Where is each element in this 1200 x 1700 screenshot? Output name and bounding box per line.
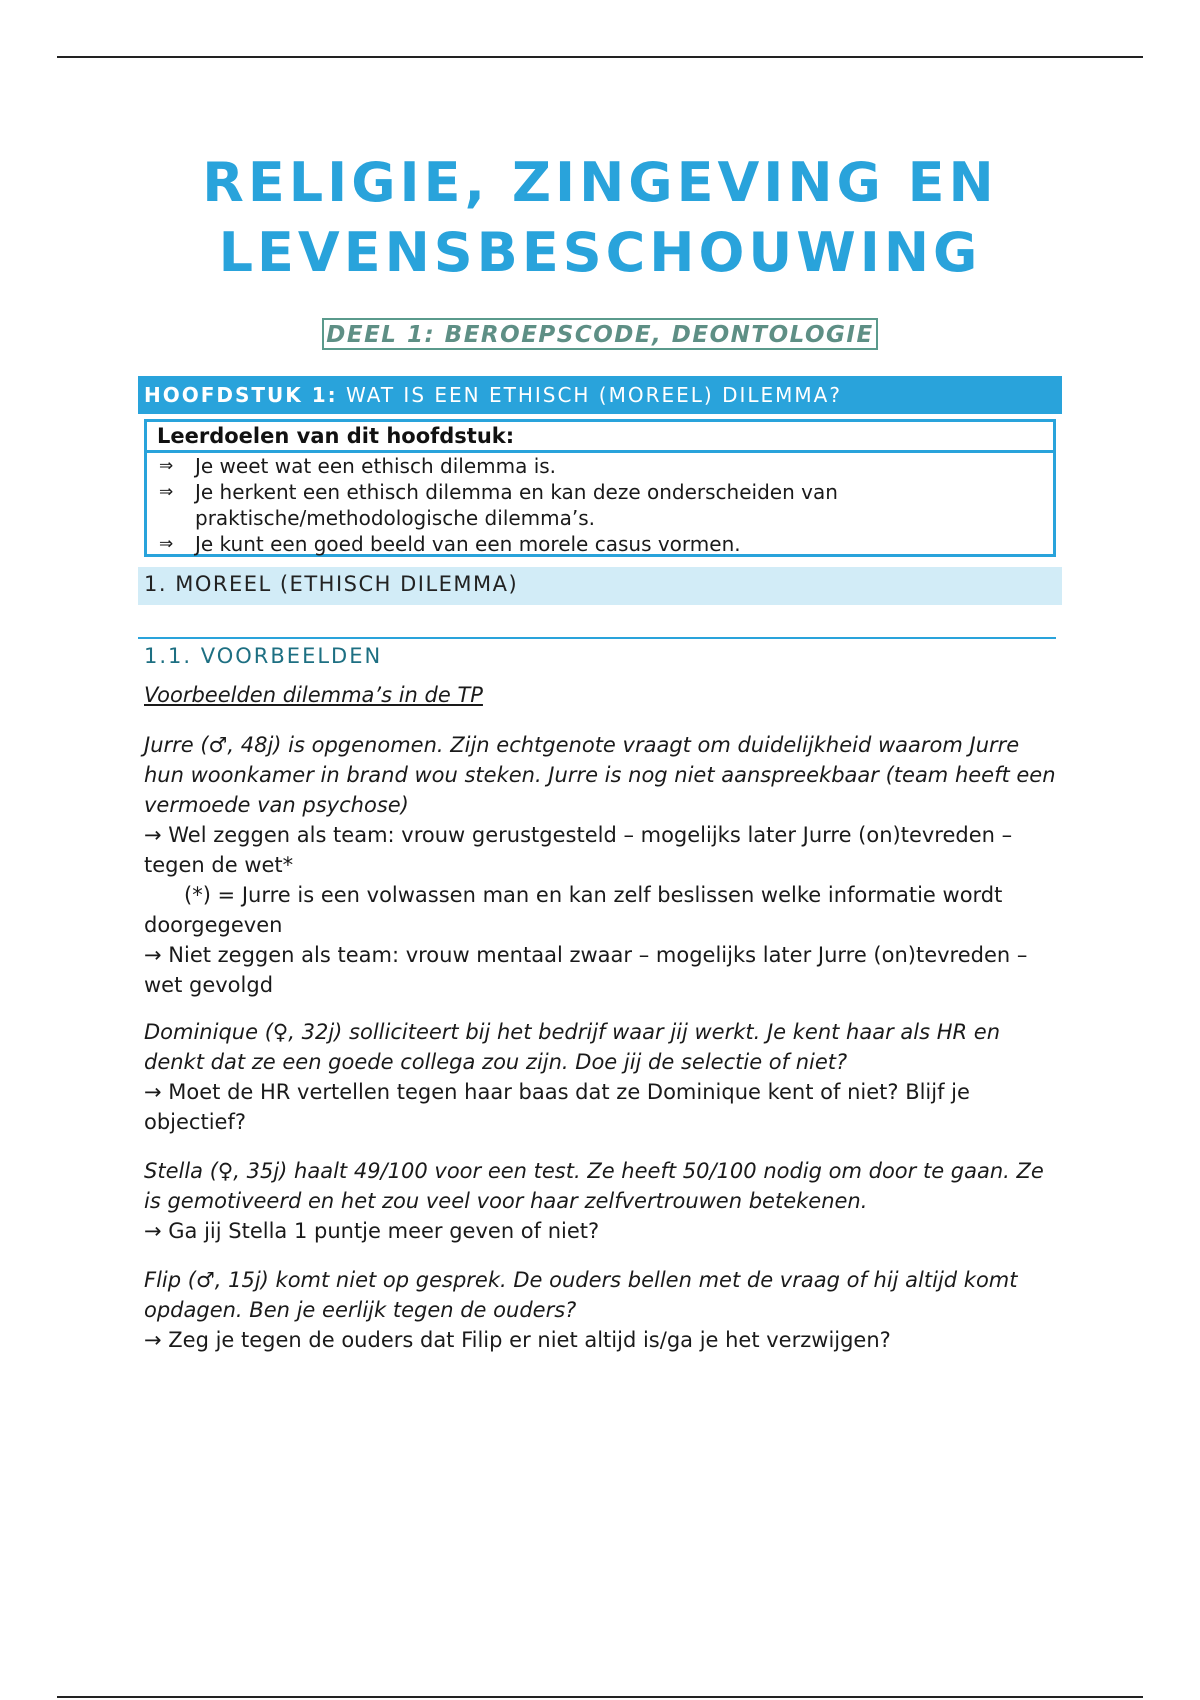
case-option: → Wel zeggen als team: vrouw gerustgesteld – mogelijks later Jurre (on)tevreden – tegen de wet* [144, 823, 1013, 877]
chapter-title: WAT IS EEN ETHISCH (MOREEL) DILEMMA? [346, 383, 842, 407]
case-story: Stella (♀, 35j) haalt 49/100 voor een test. Ze heeft 50/100 nodig om door te gaan. Ze is gemotiveerd en het zou veel voor haar zelfvertrouwen betekenen. [144, 1159, 1044, 1213]
case-note: (*) = Jurre is een volwassen man en kan zelf beslissen welke informatie wordt [184, 883, 1003, 907]
chapter-heading [138, 376, 1062, 414]
case-option: → Niet zeggen als team: vrouw mentaal zwaar – mogelijks later Jurre (on)tevreden – wet gevolgd [144, 943, 1028, 997]
goal-text: Je kunt een goed beeld van een morele casus vormen. [195, 532, 741, 556]
case-story: Flip (♂, 15j) komt niet op gesprek. De ouders bellen met de vraag of hij altijd komt opdagen. Ben je eerlijk tegen de ouders? [144, 1268, 1018, 1322]
arrow-bullet-icon: ⇒ [159, 534, 174, 554]
goal-text: Je herkent een ethisch dilemma en kan deze onderscheiden van praktische/methodologische dilemma’s. [195, 480, 838, 530]
arrow-bullet-icon: ⇒ [159, 482, 174, 502]
chapter-label: HOOFDSTUK 1: [144, 383, 338, 407]
title-line-2: LEVENSBESCHOUWING [218, 221, 982, 284]
goal-text: Je weet wat een ethisch dilemma is. [195, 454, 557, 478]
list-item [157, 531, 1053, 557]
examples-subheading: Voorbeelden dilemma’s in de TP [144, 683, 483, 707]
learning-goals-box [144, 419, 1056, 557]
learning-goals-heading: Leerdoelen van dit hoofdstuk: [147, 422, 1053, 453]
learning-goals-list [147, 453, 1053, 557]
case-question: → Ga jij Stella 1 puntje meer geven of niet? [144, 1219, 600, 1243]
case-question: → Moet de HR vertellen tegen haar baas dat ze Dominique kent of niet? Blijf je objectief? [144, 1080, 970, 1134]
part-heading: DEEL 1: BEROEPSCODE, DEONTOLOGIE [322, 318, 877, 350]
case-story: Dominique (♀, 32j) solliciteert bij het bedrijf waar jij werkt. Je kent haar als HR en denkt dat ze een goede collega zou zijn. Doe jij de selectie of niet? [144, 1020, 1001, 1074]
list-item [157, 479, 1053, 531]
bottom-rule [57, 1696, 1143, 1698]
case-jurre [144, 730, 1064, 1000]
case-story: Jurre (♂, 48j) is opgenomen. Zijn echtgenote vraagt om duidelijkheid waarom Jurre hun woonkamer in brand wou steken. Jurre is nog niet aanspreekbaar (team heeft een vermoede van psychose) [144, 733, 1056, 817]
list-item [157, 453, 1053, 479]
case-question: → Zeg je tegen de ouders dat Filip er niet altijd is/ga je het verzwijgen? [144, 1328, 891, 1352]
title-line-1: RELIGIE, ZINGEVING EN [202, 151, 998, 214]
case-filip [144, 1265, 1064, 1355]
subsection-rule [138, 637, 1056, 639]
document-title [0, 148, 1200, 288]
part-heading-wrap [0, 318, 1200, 350]
case-dominique [144, 1017, 1064, 1137]
section-heading: 1. MOREEL (ETHISCH DILEMMA) [138, 567, 1062, 605]
subsection-heading: 1.1. VOORBEELDEN [144, 644, 383, 668]
case-note-end: doorgegeven [144, 913, 283, 937]
top-rule [57, 56, 1143, 58]
arrow-bullet-icon: ⇒ [159, 456, 174, 476]
case-stella [144, 1156, 1064, 1246]
